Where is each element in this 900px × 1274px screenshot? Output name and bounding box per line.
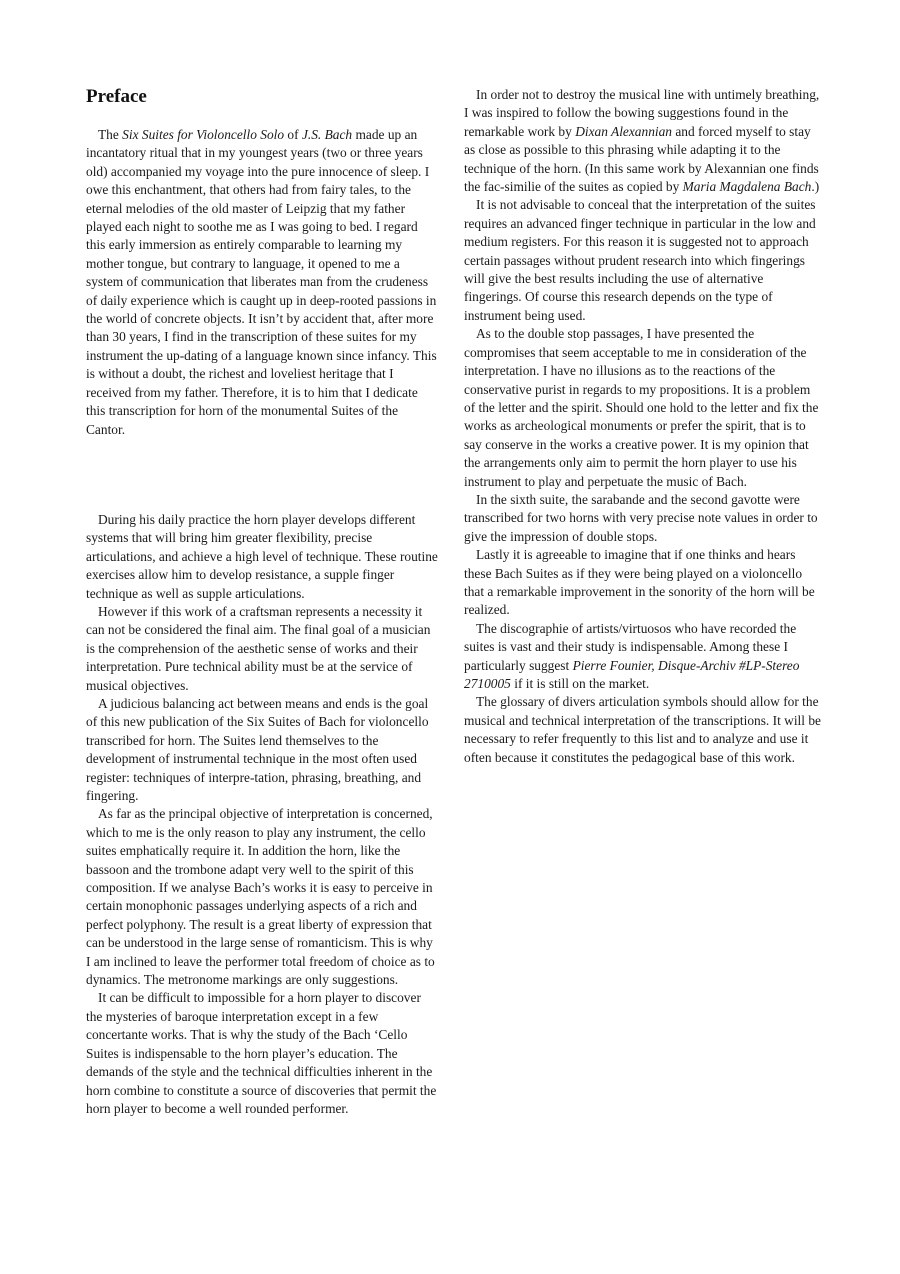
page-title: Preface [86, 86, 147, 107]
paragraph: A judicious balancing act between means and ends is the goal of this new publication of the Six Suites of Bach for violoncello transcribed for horn. The Suites lend themselves to the development of instrumental technique in the most often used register: techniques of interpre-tation, phrasing, breathing, and fingering. [86, 695, 429, 803]
paragraph: As to the double stop passages, I have presented the compromises that seem acceptable to me in consideration of the interpretation. I have no illusions as to the reactions of the conservative purist in regards to my propositions. It is a problem of the letter and the spirit. Should one hold to the letter and fix the works as archeological monuments or prefer the spirit, that is to say conserve in the works a creative power. It is my opinion that the arrangements only aim to permit the horn player to use his instrument to play and perpetuate the music of Bach. [464, 326, 819, 489]
paragraph: During his daily practice the horn player develops different systems that will bring him greater flexibility, precise articulations, and achieve a high level of technique. These routine exercises allow him to develop resistance, a supple finger technique as well as supple articulations. [86, 511, 438, 601]
paragraph: In order not to destroy the musical line with untimely breathing, I was inspired to follow the bowing suggestions found in the remarkable work by Dixan Alexannian and forced myself to stay as close as possible to this phrasing while adapting it to the technique of the horn. (In this same work by Alexannian one finds the fac-similie of the suites as copied by Maria Magdalena Bach.) [464, 87, 820, 195]
paragraph: It is not advisable to conceal that the interpretation of the suites requires an advanced finger technique in particular in the low and medium registers. For this reason it is suggested not to approach certain passages without prudent research into which fingerings will give the best results including the use of alternative fingerings. Of course this research depends on the type of instrument being used. [464, 197, 816, 323]
paragraph: Lastly it is agreeable to imagine that if one thinks and hears these Bach Suites as if they were being played on a violoncello that a remarkable improvement in the sonority of the horn will be realized. [464, 547, 815, 618]
paragraph: It can be difficult to impossible for a horn player to discover the mysteries of baroque interpretation except in a few concertante works. That is why the study of the Bach ‘Cello Suites is indispensable to the horn player’s education. The demands of the style and the technical difficulties inherent in the horn combine to constitute a source of discoveries that permit the horn player to become a well rounded performer. [86, 990, 437, 1116]
paragraph: As far as the principal objective of interpretation is concerned, which to me is the only reason to play any instrument, the cello suites emphatically require it. In addition the horn, like the bassoon and the trombone adapt very well to the spirit of this composition. If we analyse Bach’s works it is easy to perceive in certain monophonic passages underlying aspects of a rich and perfect polyphony. The result is a great liberty of expression that can be understood in the large sense of romanticism. This is why I am inclined to leave the performer total freedom of choice as to dynamics. The metronome markings are only suggestions. [86, 806, 435, 988]
paragraph: However if this work of a craftsman represents a necessity it can not be considered the final aim. The final goal of a musician is the comprehension of the aesthetic sense of works and their interpretation. Pure technical ability must be at the service of musical objectives. [86, 603, 431, 693]
paragraph: The discographie of artists/virtuosos who have recorded the suites is vast and their study is indispensable. Among these I particularly suggest Pierre Founier, Disque-Archiv #LP-Stereo 2710005 if it is still on the market. [464, 620, 800, 691]
paragraph: The glossary of divers articulation symbols should allow for the musical and technical interpretation of the transcriptions. It will be necessary to refer frequently to this list and to analyze and use it often because it constitutes the pedagogical base of this work. [464, 694, 821, 765]
paragraph: In the sixth suite, the sarabande and the second gavotte were transcribed for two horns with very precise note values in order to give the impression of double stops. [464, 491, 818, 544]
left-paragraphs [86, 126, 438, 1118]
left-column [86, 86, 438, 1118]
right-column [464, 86, 822, 767]
paragraph: The Six Suites for Violoncello Solo of J.S. Bach made up an incantatory ritual that in my youngest years (two or three years old) accompanied my voyage into the pure innocence of sleep. I owe this enchantment, that others had from fairy tales, to the eternal melodies of the old master of Leipzig that my father played each night to soothe me as I was going to bed. I regard this early immersion as entirely comparable to learning my mother tongue, but contrary to language, it opened to me a system of communication that liberates man from the crudeness of daily experience which is caught up in deep-rooted passions in the world of concrete objects. It isn’t by accident that, after more than 30 years, I find in the transcription of these suites for my instrument the up-dating of a language known since infancy. This is without a doubt, the richest and loveliest heritage that I received from my father. Therefore, it is to him that I dedicate this transcription for horn of the monumental Suites of the Cantor. [86, 127, 437, 437]
right-paragraphs [464, 86, 822, 767]
